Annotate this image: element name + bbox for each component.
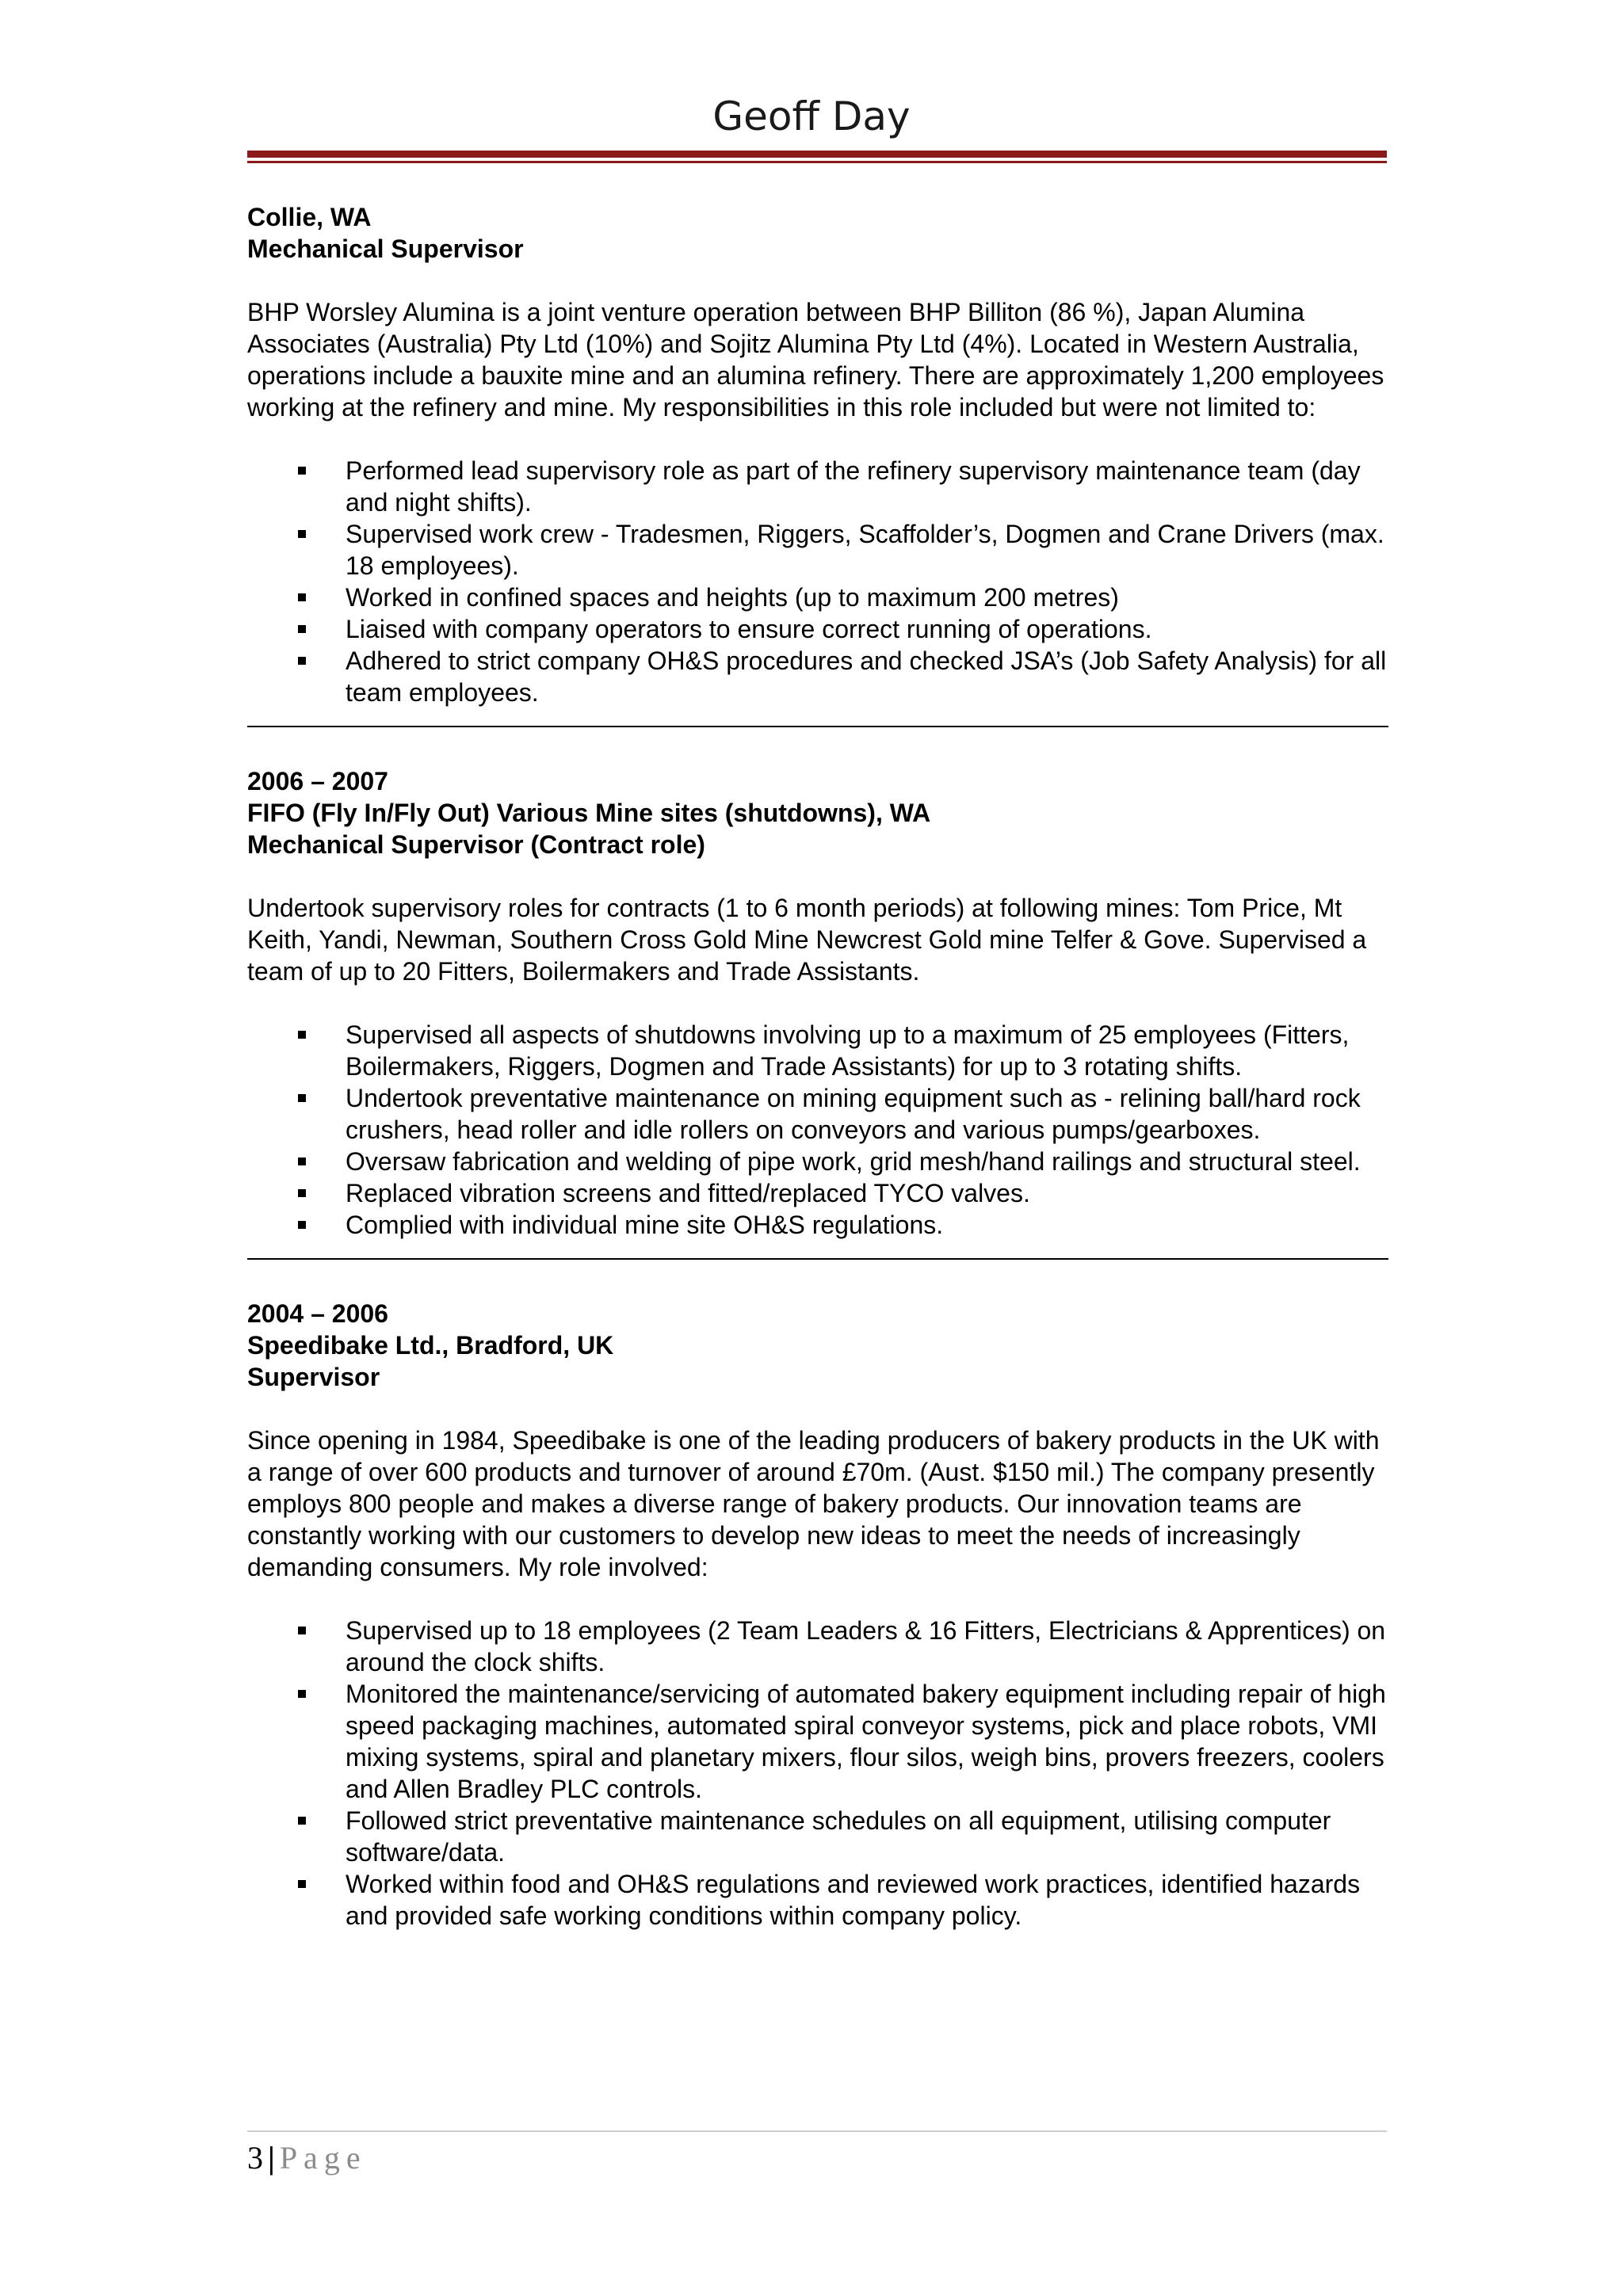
job-fifo (247, 765, 1388, 1241)
list-item: Supervised all aspects of shutdowns involving up to a maximum of 25 employees (Fitters, Boilermakers, Riggers, Dogmen and Trade Assistants) for up to 3 rotating shifts. (346, 1019, 1388, 1082)
list-item: Worked within food and OH&S regulations and reviewed work practices, identified hazards and provided safe working conditions within company policy. (346, 1868, 1388, 1932)
job-speedibake (247, 1298, 1388, 1932)
job-collie (247, 201, 1388, 708)
job-bullet-list (247, 1019, 1388, 1241)
list-item: Followed strict preventative maintenance schedules on all equipment, utilising computer software/data. (346, 1805, 1388, 1868)
section-divider (247, 1258, 1388, 1260)
job-dates: 2006 – 2007 (247, 767, 388, 795)
header-rule-thick (247, 151, 1387, 158)
header-rule-thin (247, 161, 1387, 163)
list-item: Performed lead supervisory role as part of the refinery supervisory maintenance team (day and night shifts). (346, 455, 1388, 518)
job-title: Supervisor (247, 1363, 380, 1391)
page-footer (247, 2139, 367, 2177)
list-item: Adhered to strict company OH&S procedures and checked JSA’s (Job Safety Analysis) for all team employees. (346, 645, 1388, 708)
job-location: Collie, WA (247, 203, 372, 231)
list-item: Undertook preventative maintenance on mining equipment such as - relining ball/hard rock crushers, head roller and idle rollers on conveyors and various pumps/gearboxes. (346, 1082, 1388, 1146)
job-bullet-list (247, 455, 1388, 708)
job-description: Since opening in 1984, Speedibake is one of the leading producers of bakery products in the UK with a range of over 600 products and turnover of around £70m. (Aust. $150 mil.) The company presently employs 800 people and makes a diverse range of bakery products. Our innovation teams are constantly working with our customers to develop new ideas to meet the needs of increasingly demanding consumers. My role involved: (247, 1426, 1380, 1581)
list-item: Liaised with company operators to ensure correct running of operations. (346, 613, 1388, 645)
list-item: Supervised up to 18 employees (2 Team Leaders & 16 Fitters, Electricians & Apprentices) on around the clock shifts. (346, 1615, 1388, 1678)
header-name: Geoff Day (712, 93, 911, 139)
footer-separator: | (268, 2140, 275, 2176)
job-description: BHP Worsley Alumina is a joint venture operation between BHP Billiton (86 %), Japan Alumina Associates (Australia) Pty Ltd (10%) and Sojitz Alumina Pty Ltd (4%). Located in Western Australia, operations include a bauxite mine and an alumina refinery. There are approximately 1,200 employees working at the refinery and mine. My responsibilities in this role included but were not limited to: (247, 298, 1384, 421)
job-bullet-list (247, 1615, 1388, 1932)
list-item: Complied with individual mine site OH&S regulations. (346, 1209, 1388, 1241)
list-item: Supervised work crew - Tradesmen, Riggers, Scaffolder’s, Dogmen and Crane Drivers (max. 18 employees). (346, 518, 1388, 582)
section-divider (247, 726, 1388, 727)
list-item: Oversaw fabrication and welding of pipe work, grid mesh/hand railings and structural steel. (346, 1146, 1388, 1177)
list-item: Worked in confined spaces and heights (up to maximum 200 metres) (346, 582, 1388, 613)
job-location: FIFO (Fly In/Fly Out) Various Mine sites (shutdowns), WA (247, 799, 931, 827)
footer-rule (247, 2130, 1387, 2132)
job-dates: 2004 – 2006 (247, 1299, 388, 1328)
resume-content (247, 201, 1388, 1932)
job-title: Mechanical Supervisor (Contract role) (247, 830, 705, 859)
page-number: 3 (247, 2140, 263, 2176)
list-item: Monitored the maintenance/servicing of automated bakery equipment including repair of high speed packaging machines, automated spiral conveyor systems, pick and place robots, VMI mixing systems, spiral and planetary mixers, flour silos, weigh bins, provers freezers, coolers and Allen Bradley PLC controls. (346, 1678, 1388, 1805)
page-label: Page (279, 2140, 367, 2176)
job-description: Undertook supervisory roles for contracts (1 to 6 month periods) at following mines: Tom Price, Mt Keith, Yandi, Newman, Southern Cross Gold Mine Newcrest Gold mine Telfer & Gove. Supervised a team of up to 20 Fitters, Boilermakers and Trade Assistants. (247, 894, 1367, 986)
list-item: Replaced vibration screens and fitted/replaced TYCO valves. (346, 1177, 1388, 1209)
job-title: Mechanical Supervisor (247, 235, 524, 263)
job-location: Speedibake Ltd., Bradford, UK (247, 1331, 614, 1360)
